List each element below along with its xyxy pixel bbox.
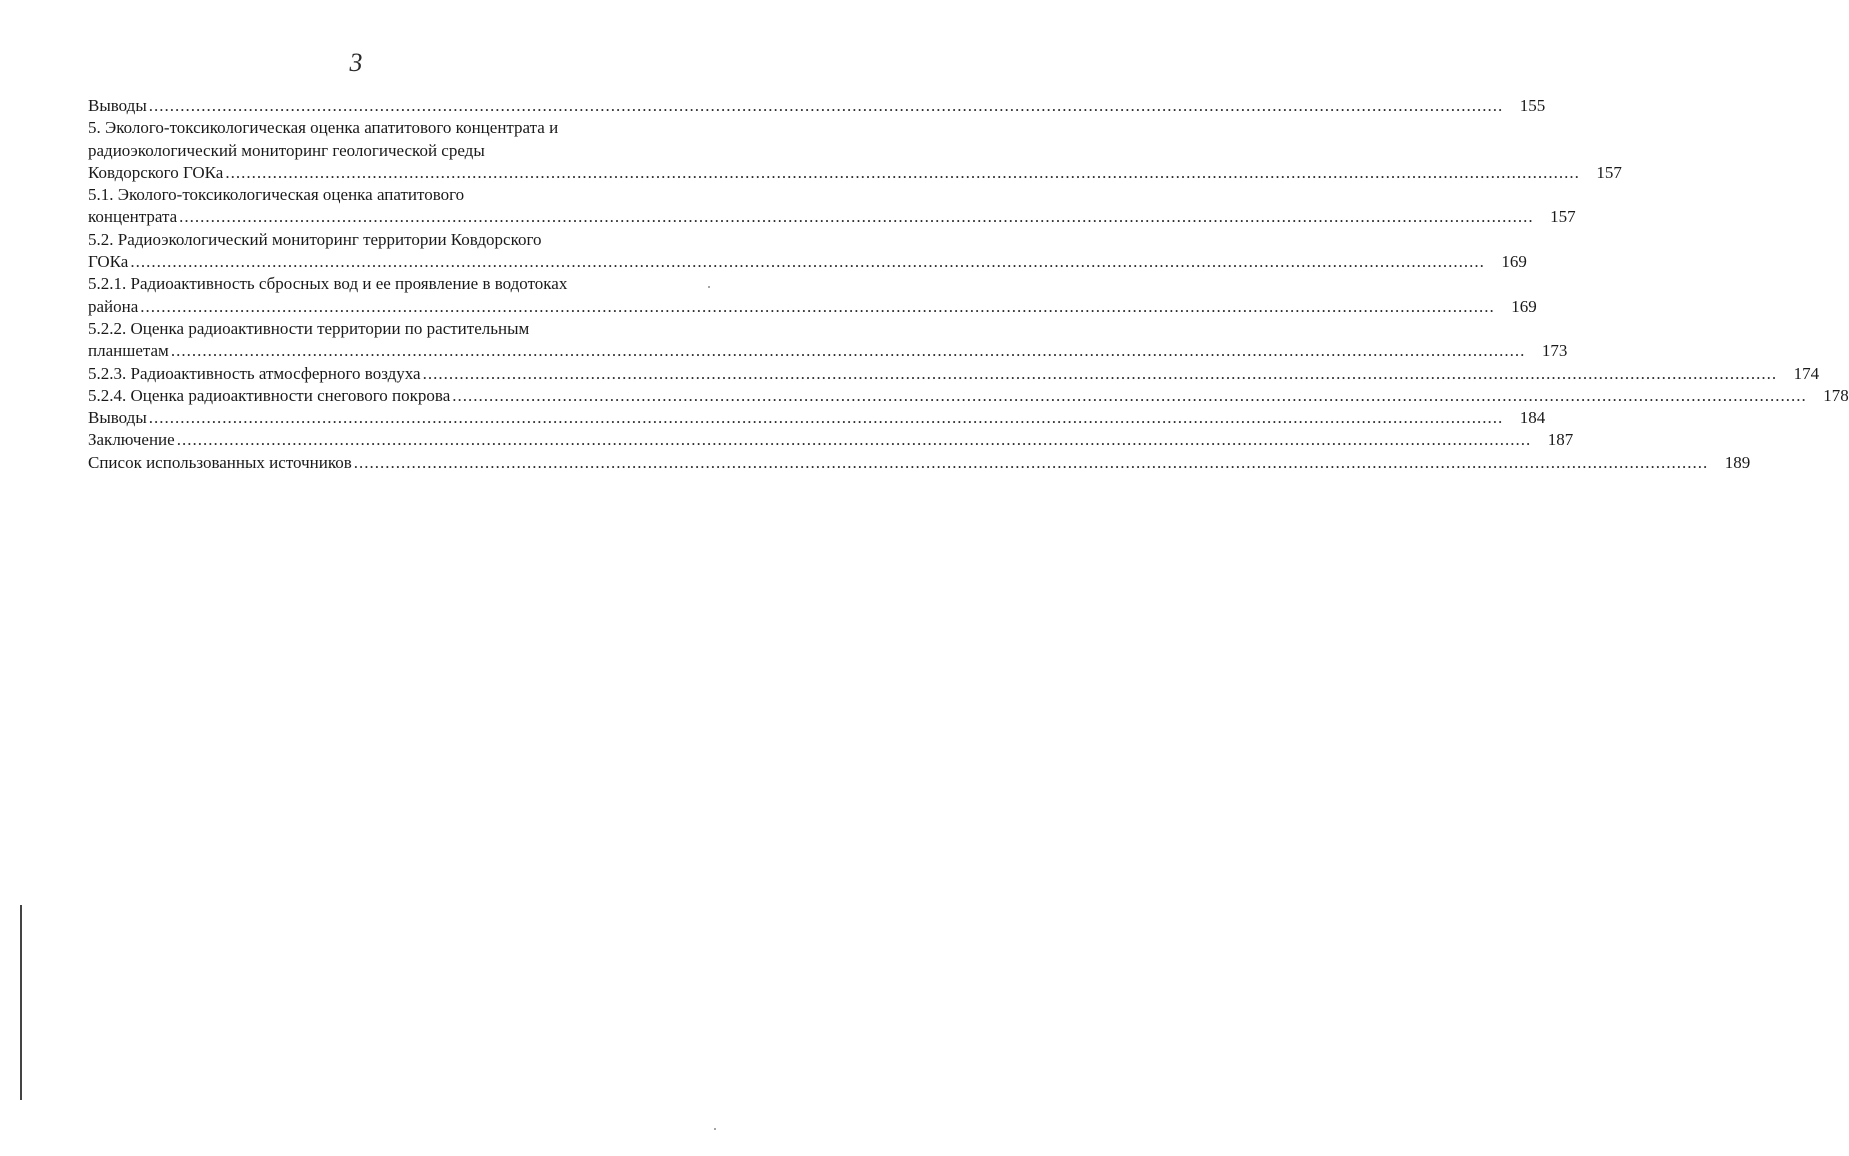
toc-entry-title: района xyxy=(88,296,139,316)
toc-entry-conclusions-5[interactable] xyxy=(88,407,1546,429)
table-of-contents xyxy=(88,95,1849,474)
toc-entry-title: Список использованных источников xyxy=(88,452,352,472)
dot-leader xyxy=(179,206,1534,228)
toc-page-number: 178 xyxy=(1823,385,1849,405)
toc-page-number: 174 xyxy=(1793,363,1820,383)
dot-leader xyxy=(177,429,1532,451)
toc-line xyxy=(88,407,1546,429)
toc-page-number: 189 xyxy=(1724,452,1751,472)
dot-leader xyxy=(171,340,1526,362)
toc-line: радиоэкологический мониторинг геологической среды xyxy=(88,140,485,160)
toc-entry-title: концентрата xyxy=(88,207,178,227)
toc-line xyxy=(88,429,1574,451)
toc-entry-5-2-3[interactable] xyxy=(88,363,1820,385)
toc-entry-conclusions-4[interactable] xyxy=(88,95,1546,117)
toc-line xyxy=(88,251,1527,273)
toc-line: 5.2.1. Радиоактивность сбросных вод и ее проявление в водотоках xyxy=(88,274,568,294)
toc-entry-title: Заключение xyxy=(88,430,175,450)
toc-entry-title: Выводы xyxy=(88,96,147,115)
toc-entry-title: планшетам xyxy=(88,341,169,361)
toc-line: 5.1. Эколого-токсикологическая оценка апатитового xyxy=(88,185,465,205)
toc-line xyxy=(88,95,1546,117)
toc-page-number: 157 xyxy=(1550,207,1576,227)
dot-leader xyxy=(140,296,1495,318)
toc-entry-title: 5.2.4. Оценка радиоактивности снегового покрова xyxy=(88,385,451,405)
toc-entry-title: Ковдорского ГОКа xyxy=(88,162,224,182)
scan-speck xyxy=(714,1128,716,1130)
toc-page-number: 187 xyxy=(1547,430,1574,450)
toc-line: 5. Эколого-токсикологическая оценка апатитового концентрата и xyxy=(88,118,559,138)
toc-entry-conclusion[interactable] xyxy=(88,429,1574,451)
toc-page-number: 157 xyxy=(1596,162,1622,182)
toc-line xyxy=(88,363,1820,385)
toc-entry-title: Выводы xyxy=(88,408,147,428)
toc-entry-chapter-5[interactable] xyxy=(88,117,1622,184)
toc-entry-5-2-4[interactable] xyxy=(88,385,1849,407)
toc-entry-title: ГОКа xyxy=(88,252,129,272)
dot-leader xyxy=(149,95,1504,117)
toc-entry-5-2-2[interactable] xyxy=(88,318,1568,363)
toc-line: 5.2. Радиоэкологический мониторинг территории Ковдорского xyxy=(88,229,542,249)
toc-page-number: 173 xyxy=(1541,341,1568,361)
toc-page-number: 169 xyxy=(1511,296,1537,316)
toc-line xyxy=(88,296,1537,318)
page-number: 3 xyxy=(349,48,363,77)
toc-line: 5.2.2. Оценка радиоактивности территории по растительным xyxy=(88,318,530,338)
toc-entry-references[interactable] xyxy=(88,452,1751,474)
toc-entry-5-1[interactable] xyxy=(88,184,1576,229)
toc-line xyxy=(88,206,1576,228)
dot-leader xyxy=(149,407,1504,429)
dot-leader xyxy=(452,385,1807,407)
toc-line xyxy=(88,340,1568,362)
toc-page-number: 155 xyxy=(1519,96,1546,115)
scan-margin-line xyxy=(20,905,22,1100)
toc-page-number: 169 xyxy=(1501,252,1527,272)
dot-leader xyxy=(354,452,1709,474)
dot-leader xyxy=(423,363,1778,385)
scan-speck xyxy=(708,286,710,288)
dot-leader xyxy=(225,162,1580,184)
toc-page-number: 184 xyxy=(1519,408,1546,428)
toc-entry-5-2-1[interactable] xyxy=(88,273,1537,318)
toc-line xyxy=(88,452,1751,474)
toc-line xyxy=(88,385,1849,407)
toc-entry-5-2[interactable] xyxy=(88,229,1527,274)
toc-line xyxy=(88,162,1622,184)
toc-entry-title: 5.2.3. Радиоактивность атмосферного воздуха xyxy=(88,363,421,383)
dot-leader xyxy=(130,251,1485,273)
